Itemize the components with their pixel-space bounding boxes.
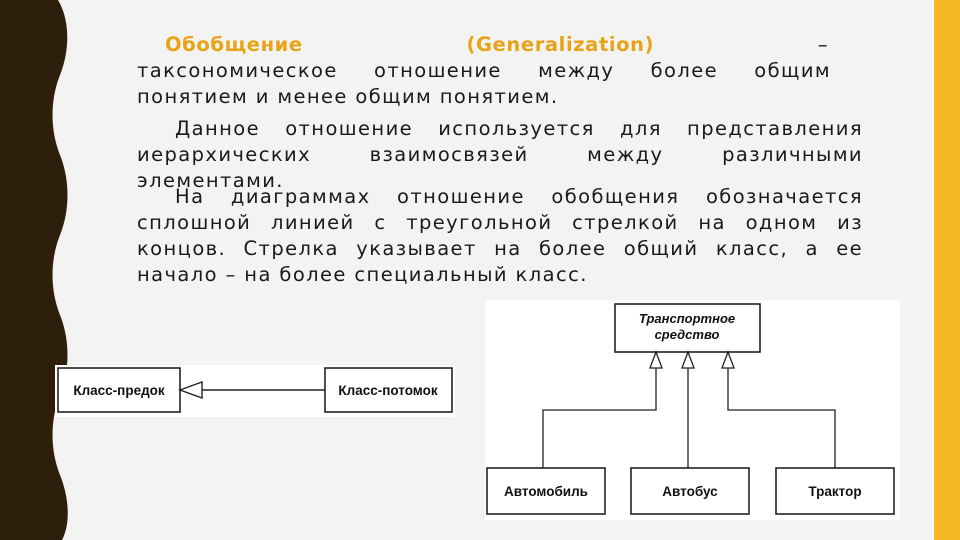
term-dash: – [817, 33, 829, 56]
child-class-label: Класс-потомок [338, 383, 438, 398]
vehicle-hierarchy-diagram [485, 300, 900, 520]
vehicle-class-label-line1: Транспортное [638, 311, 736, 326]
usage-paragraph: Данное отношение используется для представления иерархических взаимосвязей между различными элементами. [137, 117, 863, 192]
definition-paragraph [137, 32, 831, 110]
tractor-class-label: Трактор [808, 484, 862, 499]
accent-side-bar [934, 0, 960, 540]
definition-text: таксономическое отношение между более общим понятием и менее общим понятием. [137, 59, 831, 108]
bus-class-label: Автобус [662, 484, 718, 499]
parent-class-label: Класс-предок [73, 383, 165, 398]
simple-generalization-diagram [55, 365, 455, 417]
vehicle-class-label-line2: средство [654, 327, 720, 342]
car-class-label: Автомобиль [504, 484, 588, 499]
notation-paragraph: На диаграммах отношение обобщения обозначается сплошной линией с треугольной стрелкой на одном из концов. Стрелка указывает на более общий класс, а ее начало – на более специальный класс. [137, 185, 863, 286]
decorative-left-border [0, 0, 80, 540]
term-english-highlight: (Generalization) [466, 33, 655, 56]
term-highlight: Обобщение [165, 33, 303, 56]
